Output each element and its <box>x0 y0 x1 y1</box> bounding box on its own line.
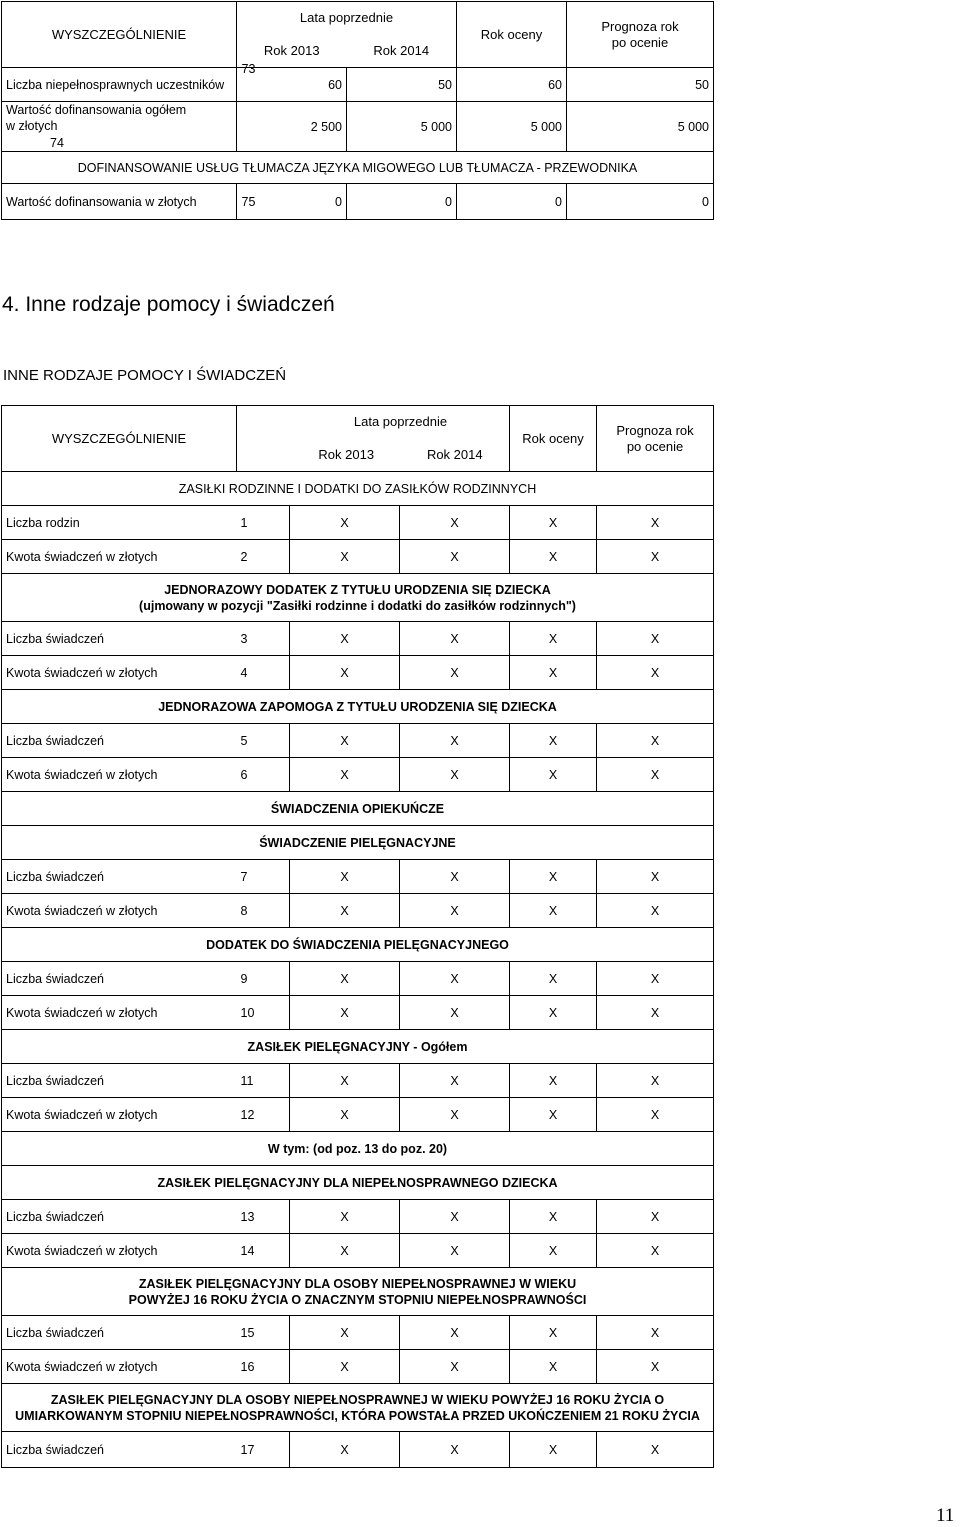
x-mark: X <box>510 1064 597 1098</box>
section-title: W tym: (od poz. 13 do poz. 20) <box>2 1132 714 1166</box>
table-row: Wartość dofinansowania ogółem w złotych74 2 500 5 000 5 000 5 000 <box>2 102 714 152</box>
summary-table-top <box>1 1 714 220</box>
x-mark: X <box>400 1234 510 1268</box>
row-label: Kwota świadczeń w złotych <box>2 1098 237 1132</box>
row-number: 4 <box>237 656 290 690</box>
table-row <box>2 1234 714 1268</box>
table-row <box>2 894 714 928</box>
x-mark: X <box>290 962 400 996</box>
x-mark: X <box>510 1316 597 1350</box>
header-prognoza: Prognoza rok po ocenie <box>567 2 714 68</box>
x-mark: X <box>510 860 597 894</box>
x-mark: X <box>400 1350 510 1384</box>
x-mark: X <box>290 1432 400 1468</box>
x-mark: X <box>400 1064 510 1098</box>
row-number: 7 <box>237 860 290 894</box>
table-row <box>2 1432 714 1468</box>
header-lata-poprzednie <box>237 2 457 68</box>
x-mark: X <box>290 1234 400 1268</box>
header-rok-2014: Rok 2014 <box>373 43 430 58</box>
x-mark: X <box>400 656 510 690</box>
table-row <box>2 656 714 690</box>
x-mark: X <box>597 894 714 928</box>
table-row <box>2 1064 714 1098</box>
section-subheading: INNE RODZAJE POMOCY I ŚWIADCZEŃ <box>3 367 287 384</box>
table-row <box>2 506 714 540</box>
x-mark: X <box>597 1098 714 1132</box>
table-row <box>2 1098 714 1132</box>
header-rok-oceny: Rok oceny <box>457 2 567 68</box>
x-mark: X <box>597 1432 714 1468</box>
section-title: ZASIŁEK PIELĘGNACYJNY DLA NIEPEŁNOSPRAWNEGO DZIECKA <box>2 1166 714 1200</box>
header-col-title: WYSZCZEGÓLNIENIE <box>2 2 237 68</box>
section-heading: 4. Inne rodzaje pomocy i świadczeń <box>2 293 335 316</box>
x-mark: X <box>597 506 714 540</box>
x-mark: X <box>597 962 714 996</box>
row-label: Liczba świadczeń <box>2 860 237 894</box>
row-number: 6 <box>237 758 290 792</box>
x-mark: X <box>597 656 714 690</box>
x-mark: X <box>290 622 400 656</box>
x-mark: X <box>510 894 597 928</box>
x-mark: X <box>510 758 597 792</box>
row-label: Kwota świadczeń w złotych <box>2 758 237 792</box>
table-row <box>2 962 714 996</box>
section-title: ZASIŁEK PIELĘGNACYJNY DLA OSOBY NIEPEŁNOSPRAWNEJ W WIEKU POWYŻEJ 16 ROKU ŻYCIA O ZNACZNYM STOPNIU NIEPEŁNOSPRAWNOŚCI <box>2 1268 714 1316</box>
x-mark: X <box>510 962 597 996</box>
x-mark: X <box>290 996 400 1030</box>
x-mark: X <box>597 1064 714 1098</box>
row-number: 5 <box>237 724 290 758</box>
section-title: ŚWIADCZENIA OPIEKUŃCZE <box>2 792 714 826</box>
page-number: 11 <box>936 1505 955 1526</box>
x-mark: X <box>597 758 714 792</box>
row-label: Liczba świadczeń <box>2 1064 237 1098</box>
x-mark: X <box>597 860 714 894</box>
x-mark: X <box>400 962 510 996</box>
table-row <box>2 724 714 758</box>
x-mark: X <box>290 506 400 540</box>
table-row: Wartość dofinansowania w złotych 75 0 0 0 0 <box>2 184 714 220</box>
table-row <box>2 1350 714 1384</box>
x-mark: X <box>290 540 400 574</box>
x-mark: X <box>510 996 597 1030</box>
table-row <box>2 622 714 656</box>
x-mark: X <box>290 1316 400 1350</box>
x-mark: X <box>400 622 510 656</box>
x-mark: X <box>597 724 714 758</box>
row-number: 12 <box>237 1098 290 1132</box>
x-mark: X <box>597 1200 714 1234</box>
x-mark: X <box>290 724 400 758</box>
row-number: 13 <box>237 1200 290 1234</box>
x-mark: X <box>400 724 510 758</box>
x-mark: X <box>400 540 510 574</box>
row-label: Kwota świadczeń w złotych <box>2 1234 237 1268</box>
row-label: Kwota świadczeń w złotych <box>2 996 237 1030</box>
x-mark: X <box>290 860 400 894</box>
x-mark: X <box>400 1200 510 1234</box>
row-number: 14 <box>237 1234 290 1268</box>
row-label: Liczba świadczeń <box>2 622 237 656</box>
section-title: ZASIŁEK PIELĘGNACYJNY DLA OSOBY NIEPEŁNOSPRAWNEJ W WIEKU POWYŻEJ 16 ROKU ŻYCIA O UMIARKOWANYM STOPNIU NIEPEŁNOSPRAWNOŚCI, KTÓRA POWSTAŁA PRZED UKOŃCZENIEM 21 ROKU ŻYCIA <box>2 1384 714 1432</box>
section-title: JEDNORAZOWY DODATEK Z TYTUŁU URODZENIA SIĘ DZIECKA (ujmowany w pozycji "Zasiłki rodzinne i dodatki do zasiłków rodzinnych") <box>2 574 714 622</box>
benefits-table: WYSZCZEGÓLNIENIE Lata poprzednie Rok 2013 Rok 2014 Rok oceny Prognoza rok po ocenie ZASIŁKI RODZINNE I DODATKI DO ZASIŁKÓW RODZINNYCH Liczba rodzin 1 X X X X Kwota świadczeń w złotych 2 X X X X JEDNORAZOWY DODATEK Z TYTUŁU URODZENIA SIĘ DZIECKA (ujmowany w pozycji "Zasiłki rodzinne i dodatki do zasiłków rodzinnych") Liczba świadczeń 3 X X X X Kwota świadczeń w złotych 4 X X X X JEDNORAZOWA ZAPOMOGA Z TYTUŁU URODZENIA SIĘ DZIECKA Liczba świadczeń 5 X X X X Kwota świadczeń w złotych 6 X X X X ŚWIADCZENIA OPIEKUŃCZE ŚWIADCZENIE PIELĘGNACYJNE Liczba świadczeń 7 X X X X Kwota świadczeń w złotych 8 X X X X DODATEK DO ŚWIADCZENIA PIELĘGNACYJNEGO Liczba świadczeń 9 X X X X Kwota świadczeń w złotych 10 X X X X ZASIŁEK PIELĘGNACYJNY - Ogółem Liczba świadczeń 11 X X X X Kwota świadczeń w złotych 12 X X X X W tym: (od poz. 13 do poz. 20) ZASIŁEK PIELĘGNACYJNY DLA NIEPEŁNOSPRAWNEGO DZIECKA Liczba świadczeń 13 X X X X Kwota świadczeń w złotych 14 X X X X ZASIŁEK PIELĘGNACYJNY DLA OSOBY NIEPEŁNOSPRAWNEJ W WIEKU POWYŻEJ 16 ROKU ŻYCIA O ZNACZNYM STOPNIU NIEPEŁNOSPRAWNOŚCI Liczba świadczeń 15 X X X X Kwota świadczeń w złotych 16 X X X X ZASIŁEK PIELĘGNACYJNY DLA OSOBY NIEPEŁNOSPRAWNEJ W WIEKU POWYŻEJ 16 ROKU ŻYCIA O UMIARKOWANYM STOPNIU NIEPEŁNOSPRAWNOŚCI, KTÓRA POWSTAŁA PRZED UKOŃCZENIEM 21 ROKU ŻYCIA Liczba świadczeń 17 X X X X <box>1 405 714 1468</box>
x-mark: X <box>400 1316 510 1350</box>
row-label: Kwota świadczeń w złotych <box>2 656 237 690</box>
table-row <box>2 1200 714 1234</box>
x-mark: X <box>400 758 510 792</box>
x-mark: X <box>597 996 714 1030</box>
x-mark: X <box>290 1064 400 1098</box>
section-title: ŚWIADCZENIE PIELĘGNACYJNE <box>2 826 714 860</box>
row-number: 16 <box>237 1350 290 1384</box>
table-row <box>2 1316 714 1350</box>
x-mark: X <box>400 860 510 894</box>
row-number: 17 <box>237 1432 290 1468</box>
table-row <box>2 860 714 894</box>
row-label: Liczba świadczeń <box>2 962 237 996</box>
section-title: ZASIŁEK PIELĘGNACYJNY - Ogółem <box>2 1030 714 1064</box>
table-row <box>2 758 714 792</box>
x-mark: X <box>510 1200 597 1234</box>
table-row <box>2 540 714 574</box>
x-mark: X <box>400 1432 510 1468</box>
x-mark: X <box>510 1432 597 1468</box>
x-mark: X <box>510 656 597 690</box>
x-mark: X <box>510 724 597 758</box>
x-mark: X <box>597 1350 714 1384</box>
x-mark: X <box>290 758 400 792</box>
x-mark: X <box>400 996 510 1030</box>
x-mark: X <box>510 1098 597 1132</box>
row-number: 8 <box>237 894 290 928</box>
x-mark: X <box>290 1098 400 1132</box>
row-label: Liczba świadczeń <box>2 724 237 758</box>
x-mark: X <box>597 1234 714 1268</box>
row-number: 1 <box>237 506 290 540</box>
section-title: DODATEK DO ŚWIADCZENIA PIELĘGNACYJNEGO <box>2 928 714 962</box>
header-lata-poprzednie: Lata poprzednie Rok 2013 Rok 2014 <box>237 406 510 472</box>
row-label: Kwota świadczeń w złotych <box>2 540 237 574</box>
row-number: 10 <box>237 996 290 1030</box>
x-mark: X <box>400 1098 510 1132</box>
table-row: Liczba niepełnosprawnych uczestników 73 60 50 60 50 <box>2 68 714 102</box>
section-title: JEDNORAZOWA ZAPOMOGA Z TYTUŁU URODZENIA SIĘ DZIECKA <box>2 690 714 724</box>
header-col-title: WYSZCZEGÓLNIENIE <box>2 406 237 472</box>
x-mark: X <box>510 1234 597 1268</box>
x-mark: X <box>290 1200 400 1234</box>
row-label: Kwota świadczeń w złotych <box>2 1350 237 1384</box>
x-mark: X <box>597 1316 714 1350</box>
x-mark: X <box>510 540 597 574</box>
row-number: 9 <box>237 962 290 996</box>
x-mark: X <box>400 894 510 928</box>
row-number: 11 <box>237 1064 290 1098</box>
x-mark: X <box>510 506 597 540</box>
row-label: Liczba świadczeń <box>2 1200 237 1234</box>
x-mark: X <box>290 656 400 690</box>
header-lata-label: Lata poprzednie <box>299 10 394 25</box>
row-label: Kwota świadczeń w złotych <box>2 894 237 928</box>
x-mark: X <box>290 894 400 928</box>
row-number: 2 <box>237 540 290 574</box>
header-rok-2013: Rok 2013 <box>263 43 320 58</box>
row-label: Liczba rodzin <box>2 506 237 540</box>
section-title: ZASIŁKI RODZINNE I DODATKI DO ZASIŁKÓW RODZINNYCH <box>2 472 714 506</box>
x-mark: X <box>510 1350 597 1384</box>
x-mark: X <box>510 622 597 656</box>
x-mark: X <box>597 540 714 574</box>
x-mark: X <box>290 1350 400 1384</box>
row-number: 3 <box>237 622 290 656</box>
row-number: 15 <box>237 1316 290 1350</box>
x-mark: X <box>400 506 510 540</box>
x-mark: X <box>597 622 714 656</box>
table-row <box>2 996 714 1030</box>
section-title: DOFINANSOWANIE USŁUG TŁUMACZA JĘZYKA MIGOWEGO LUB TŁUMACZA - PRZEWODNIKA <box>2 152 714 184</box>
row-label: Liczba świadczeń <box>2 1432 237 1468</box>
row-label: Liczba świadczeń <box>2 1316 237 1350</box>
